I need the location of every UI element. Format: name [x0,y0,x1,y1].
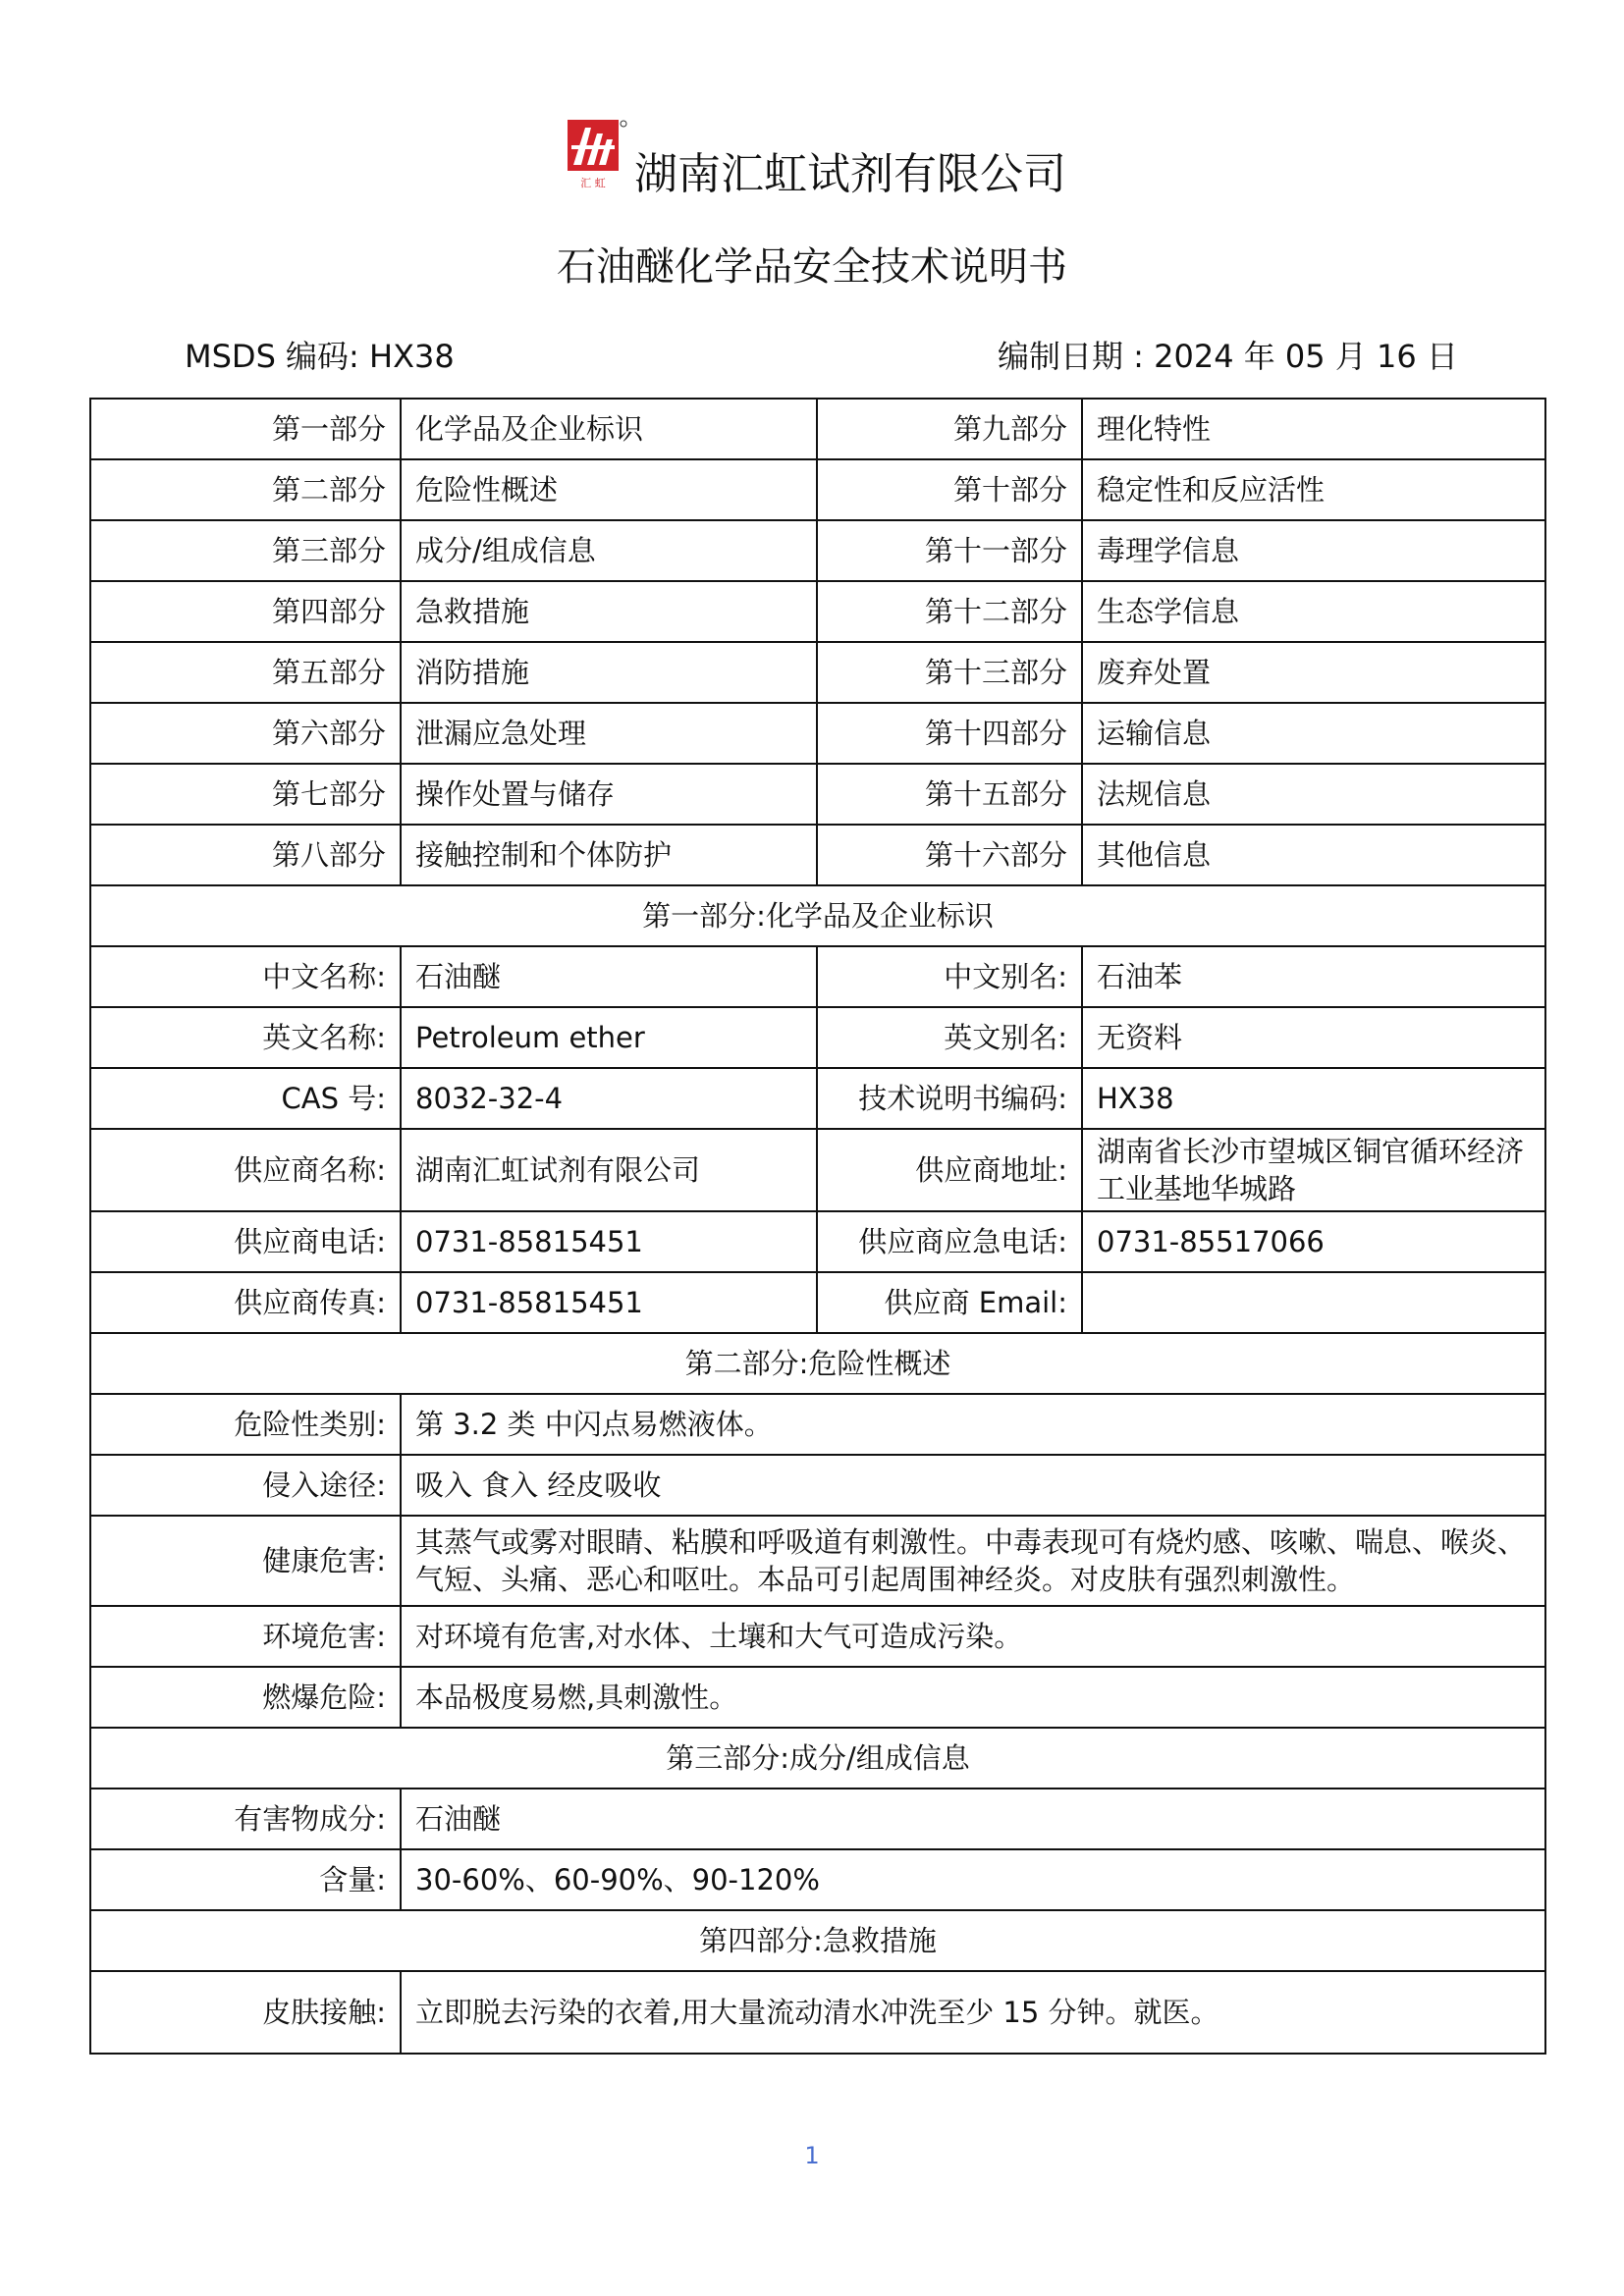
huihong-logo-icon [562,116,630,190]
logo-text: 汇 虹 [580,177,606,189]
toc-part-title: 化学品及企业标识 [401,399,817,459]
toc-part-title: 急救措施 [401,581,817,642]
field-label: 英文别名: [817,1007,1082,1068]
table-row [90,1129,1545,1211]
field-value: 对环境有危害,对水体、土壤和大气可造成污染。 [401,1606,1545,1667]
section-heading-row [90,1333,1545,1394]
toc-part-title: 稳定性和反应活性 [1082,459,1545,520]
table-row [90,1789,1545,1849]
section-4-heading: 第四部分:急救措施 [90,1910,1545,1971]
toc-part-title: 理化特性 [1082,399,1545,459]
table-row [90,1068,1545,1129]
table-row [90,1516,1545,1606]
toc-part-title: 危险性概述 [401,459,817,520]
toc-part-title: 泄漏应急处理 [401,703,817,764]
compile-date-value: 2024 年 05 月 16 日 [1154,338,1458,375]
toc-part-label: 第十六部分 [817,825,1082,885]
page-number: 1 [804,2142,820,2169]
compile-date-label: 编制日期 : [998,338,1144,375]
toc-part-label: 第一部分 [90,399,401,459]
field-label: 健康危害: [90,1516,401,1606]
field-value: 无资料 [1082,1007,1545,1068]
field-value: 石油苯 [1082,946,1545,1007]
field-value: 0731-85517066 [1082,1211,1545,1272]
toc-part-title: 成分/组成信息 [401,520,817,581]
toc-part-label: 第十三部分 [817,642,1082,703]
toc-part-title: 法规信息 [1082,764,1545,825]
toc-part-label: 第十部分 [817,459,1082,520]
table-row [90,1606,1545,1667]
section-3-heading: 第三部分:成分/组成信息 [90,1728,1545,1789]
company-name: 湖南汇虹试剂有限公司 [634,149,1066,199]
field-value: 30-60%、60-90%、90-120% [401,1849,1545,1910]
field-value: 湖南汇虹试剂有限公司 [401,1129,817,1211]
toc-part-label: 第十二部分 [817,581,1082,642]
table-row [90,1971,1545,2054]
toc-part-title: 运输信息 [1082,703,1545,764]
field-label: 燃爆危险: [90,1667,401,1728]
toc-part-label: 第四部分 [90,581,401,642]
field-label: 供应商应急电话: [817,1211,1082,1272]
toc-part-label: 第八部分 [90,825,401,885]
field-value [1082,1272,1545,1333]
field-label: 英文名称: [90,1007,401,1068]
toc-part-title: 其他信息 [1082,825,1545,885]
toc-part-title: 毒理学信息 [1082,520,1545,581]
field-label: 供应商 Email: [817,1272,1082,1333]
field-label: 供应商名称: [90,1129,401,1211]
field-value: Petroleum ether [401,1007,817,1068]
section-heading-row [90,1910,1545,1971]
toc-row [90,399,1545,459]
field-label: 环境危害: [90,1606,401,1667]
table-row [90,1394,1545,1455]
toc-row [90,459,1545,520]
field-value: 湖南省长沙市望城区铜官循环经济工业基地华城路 [1082,1129,1545,1211]
toc-part-label: 第五部分 [90,642,401,703]
toc-part-title: 接触控制和个体防护 [401,825,817,885]
toc-part-label: 第十一部分 [817,520,1082,581]
field-label: CAS 号: [90,1068,401,1129]
toc-row [90,825,1545,885]
field-value: HX38 [1082,1068,1545,1129]
compile-date [998,332,1458,381]
field-label: 中文名称: [90,946,401,1007]
table-row [90,1007,1545,1068]
toc-part-label: 第六部分 [90,703,401,764]
field-label: 危险性类别: [90,1394,401,1455]
toc-row [90,642,1545,703]
toc-row [90,764,1545,825]
section-heading-row [90,885,1545,946]
field-value: 石油醚 [401,946,817,1007]
field-label: 有害物成分: [90,1789,401,1849]
toc-row [90,581,1545,642]
toc-part-label: 第二部分 [90,459,401,520]
table-row [90,1211,1545,1272]
field-value: 石油醚 [401,1789,1545,1849]
toc-part-label: 第三部分 [90,520,401,581]
table-row [90,1455,1545,1516]
field-label: 供应商电话: [90,1211,401,1272]
toc-row [90,520,1545,581]
msds-code-value: HX38 [369,338,455,375]
toc-part-label: 第九部分 [817,399,1082,459]
field-label: 皮肤接触: [90,1971,401,2054]
table-row [90,1667,1545,1728]
msds-code [185,332,455,381]
document-title: 石油醚化学品安全技术说明书 [557,244,1067,290]
field-label: 中文别名: [817,946,1082,1007]
toc-part-title: 废弃处置 [1082,642,1545,703]
toc-part-title: 操作处置与储存 [401,764,817,825]
field-label: 技术说明书编码: [817,1068,1082,1129]
field-label: 含量: [90,1849,401,1910]
msds-table [89,398,1546,2055]
section-heading-row [90,1728,1545,1789]
toc-part-label: 第七部分 [90,764,401,825]
field-value: 8032-32-4 [401,1068,817,1129]
field-label: 供应商地址: [817,1129,1082,1211]
section-2-heading: 第二部分:危险性概述 [90,1333,1545,1394]
field-value: 第 3.2 类 中闪点易燃液体。 [401,1394,1545,1455]
toc-part-label: 第十五部分 [817,764,1082,825]
toc-part-title: 生态学信息 [1082,581,1545,642]
table-row [90,946,1545,1007]
field-value: 0731-85815451 [401,1272,817,1333]
toc-row [90,703,1545,764]
field-value: 本品极度易燃,具刺激性。 [401,1667,1545,1728]
msds-code-label: MSDS 编码: [185,338,359,375]
field-value: 吸入 食入 经皮吸收 [401,1455,1545,1516]
page-header [0,116,1624,204]
section-1-heading: 第一部分:化学品及企业标识 [90,885,1545,946]
toc-part-label: 第十四部分 [817,703,1082,764]
table-row [90,1849,1545,1910]
table-row [90,1272,1545,1333]
field-label: 供应商传真: [90,1272,401,1333]
field-value: 其蒸气或雾对眼睛、粘膜和呼吸道有刺激性。中毒表现可有烧灼感、咳嗽、喘息、喉炎、气短、头痛、恶心和呕吐。本品可引起周围神经炎。对皮肤有强烈刺激性。 [401,1516,1545,1606]
toc-part-title: 消防措施 [401,642,817,703]
field-value: 立即脱去污染的衣着,用大量流动清水冲洗至少 15 分钟。就医。 [401,1971,1545,2054]
field-label: 侵入途径: [90,1455,401,1516]
field-value: 0731-85815451 [401,1211,817,1272]
